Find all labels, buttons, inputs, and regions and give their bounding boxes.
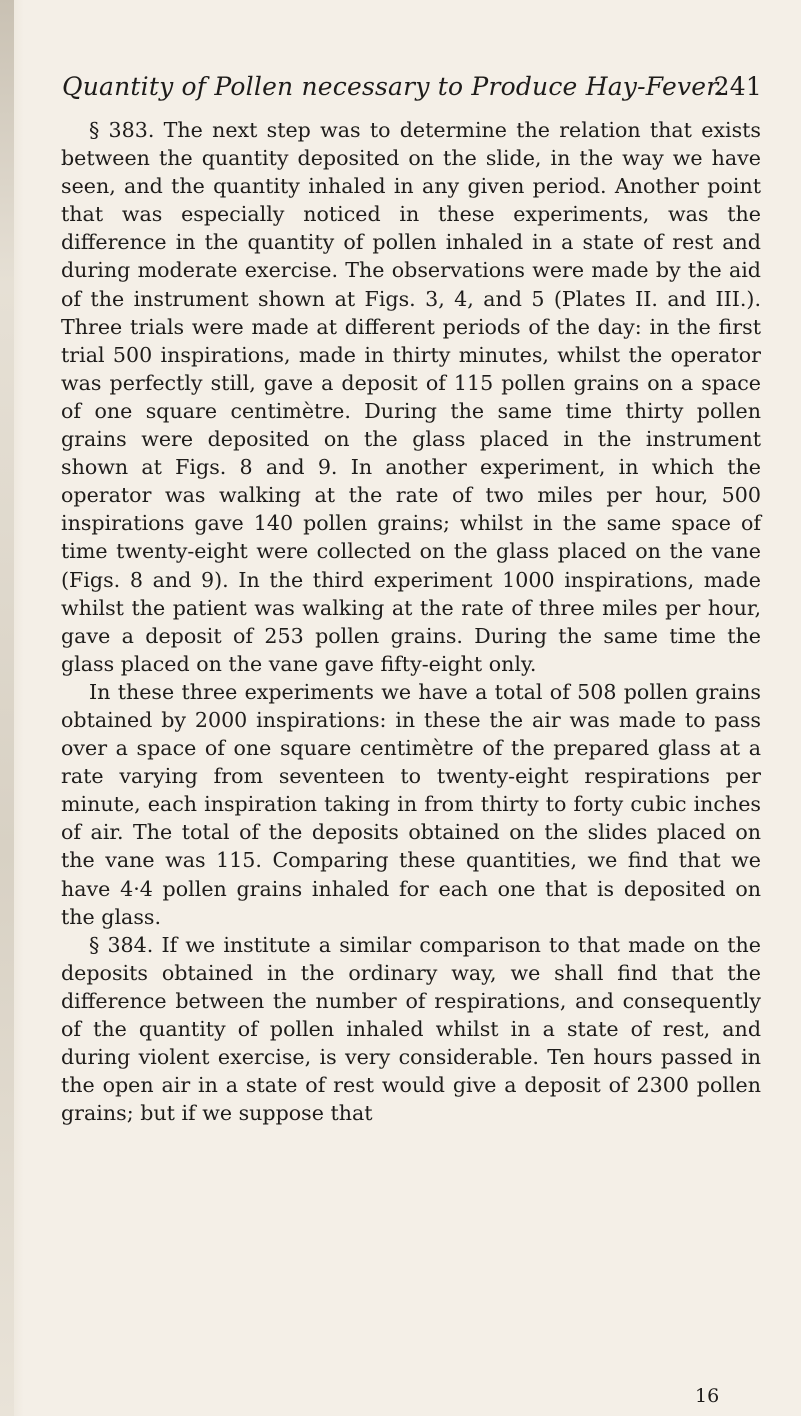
signature-mark: 16 [695,1385,720,1407]
page-number: 241 [713,72,762,101]
page-gutter-shadow [0,0,14,1416]
body-text [61,116,761,1127]
running-title: Quantity of Pollen necessary to Produce Hay-Fever. [62,72,724,101]
paragraph-384: § 384. If we institute a similar comparison to that made on the deposits obtained in the ordinary way, we shall find that the difference between the number of respirations, and consequently of the quantity of pollen inhaled whilst in a state of rest, and during violent exercise, is very considerable. Ten hours passed in the open air in a state of rest would give a deposit of 2300 pollen grains; but if we suppose that [61,932,761,1126]
paragraph-383: § 383. The next step was to determine the relation that exists between the quantity deposited on the slide, in the way we have seen, and the quantity inhaled in any given period. Another point that was especially noticed in these experiments, was the difference in the quantity of pollen inhaled in a state of rest and during moderate exercise. The observations were made by the aid of the instrument shown at Figs. 3, 4, and 5 (Plates II. and III.). Three trials were made at different periods of the day: in the first trial 500 inspirations, made in thirty minutes, whilst the operator was perfectly still, gave a deposit of 115 pollen grains on a space of one square centimètre. During the same time thirty pollen grains were deposited on the glass placed in the instrument shown at Figs. 8 and 9. In another experiment, in which the operator was walking at the rate of two miles per hour, 500 inspirations gave 140 pollen grains; whilst in the same space of time twenty-eight were collected on the glass placed on the vane (Figs. 8 and 9). In the third experiment 1000 inspirations, made whilst the patient was walking at the rate of three miles per hour, gave a deposit of 253 pollen grains. During the same time the glass placed on the vane gave fifty-eight only. [61,118,761,676]
paragraph-totals: In these three experiments we have a total of 508 pollen grains obtained by 2000 inspirations: in these the air was made to pass over a space of one square centimètre of the prepared glass at a rate varying from seventeen to twenty-eight respirations per minute, each inspiration taking in from thirty to forty cubic inches of air. The total of the deposits obtained on the slides placed on the vane was 115. Comparing these quantities, we find that we have 4·4 pollen grains inhaled for each one that is deposited on the glass. [61,679,761,929]
running-head [62,72,762,108]
